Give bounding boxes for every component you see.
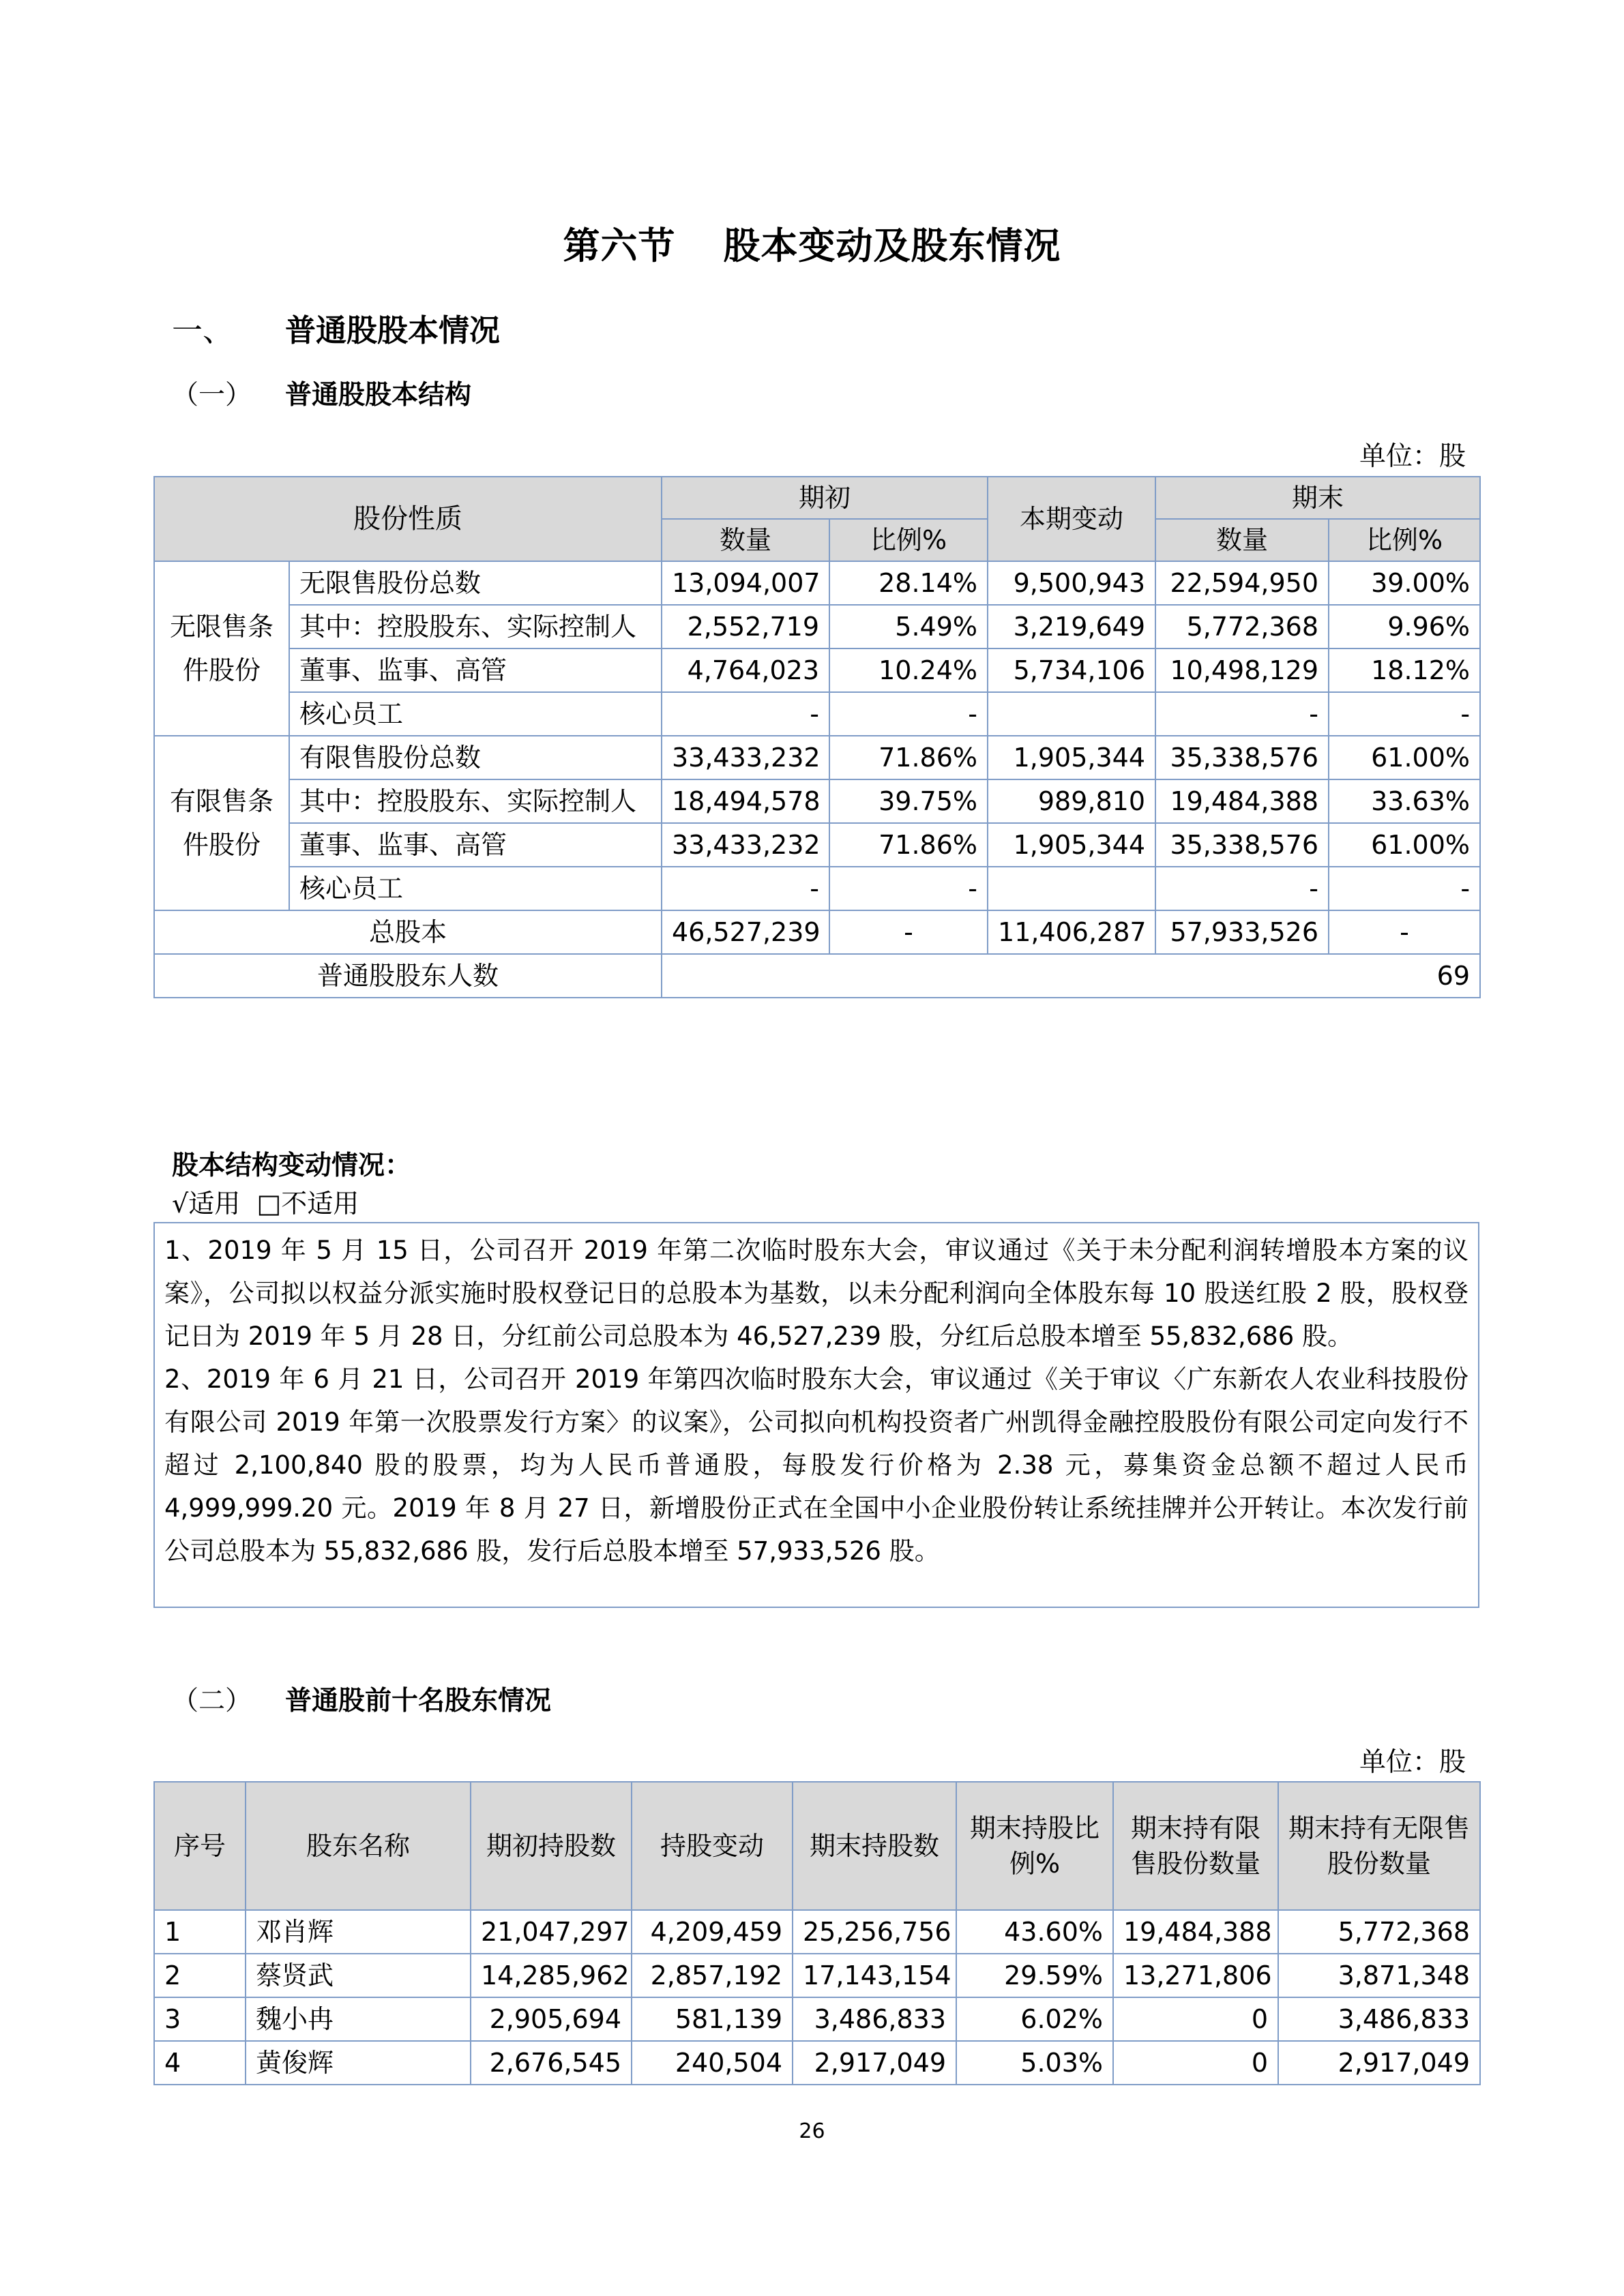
col-header-change: 持股变动 <box>632 1782 793 1910</box>
heading-2b <box>172 1680 551 1718</box>
row-item: 无限售股份总数 <box>289 561 662 605</box>
holder-index: 1 <box>154 1910 246 1954</box>
holder-end: 3,486,833 <box>793 1997 956 2041</box>
end-qty: - <box>1155 692 1329 736</box>
holder-change: 581,139 <box>632 1997 793 2041</box>
heading-2b-text: 普通股前十名股东情况 <box>285 1686 552 1716</box>
begin-ratio: 5.49% <box>829 605 988 648</box>
table-row <box>154 561 1480 605</box>
holder-change: 240,504 <box>632 2041 793 2085</box>
header-end-ratio: 比例% <box>1329 519 1480 561</box>
col-header-index: 序号 <box>154 1782 246 1910</box>
end-ratio: 18.12% <box>1329 648 1480 692</box>
total-label: 总股本 <box>154 910 662 954</box>
col-header-unrestricted: 期末持有无限售股份数量 <box>1278 1782 1480 1910</box>
end-ratio: 9.96% <box>1329 605 1480 648</box>
col-header-restricted: 期末持有限售股份数量 <box>1113 1782 1278 1910</box>
end-qty: 22,594,950 <box>1155 561 1329 605</box>
holder-name: 邓肖辉 <box>246 1910 471 1954</box>
table-row <box>154 867 1480 910</box>
table-row <box>154 692 1480 736</box>
holder-end-ratio: 6.02% <box>956 1997 1113 2041</box>
begin-qty: 4,764,023 <box>662 648 829 692</box>
begin-ratio: 71.86% <box>829 823 988 867</box>
begin-qty: 33,433,232 <box>662 823 829 867</box>
header-end-qty: 数量 <box>1155 519 1329 561</box>
change-note-label: 股本结构变动情况： <box>172 1150 412 1181</box>
change: 9,500,943 <box>988 561 1155 605</box>
section-name: 股本变动及股东情况 <box>723 224 1061 267</box>
holder-name: 蔡贤武 <box>246 1954 471 1997</box>
holder-change: 2,857,192 <box>632 1954 793 1997</box>
holder-unrestricted: 5,772,368 <box>1278 1910 1480 1954</box>
col-header-begin: 期初持股数 <box>471 1782 632 1910</box>
holders-count-row <box>154 954 1480 998</box>
total-row <box>154 910 1480 954</box>
begin-qty: 13,094,007 <box>662 561 829 605</box>
end-qty: - <box>1155 867 1329 910</box>
holders-count-label: 普通股股东人数 <box>154 954 662 998</box>
row-item: 有限售股份总数 <box>289 736 662 779</box>
holder-begin: 2,676,545 <box>471 2041 632 2085</box>
holder-end: 2,917,049 <box>793 2041 956 2085</box>
holder-index: 4 <box>154 2041 246 2085</box>
begin-qty: 2,552,719 <box>662 605 829 648</box>
table-row <box>154 779 1480 823</box>
begin-ratio: 71.86% <box>829 736 988 779</box>
section-title <box>0 217 1624 269</box>
share-structure-table <box>153 476 1481 998</box>
section-number: 第六节 <box>563 224 676 267</box>
row-item: 核心员工 <box>289 867 662 910</box>
total-end-qty: 57,933,526 <box>1155 910 1329 954</box>
end-qty: 19,484,388 <box>1155 779 1329 823</box>
top-shareholders-table <box>153 1781 1481 2085</box>
row-item: 董事、监事、高管 <box>289 823 662 867</box>
end-qty: 35,338,576 <box>1155 823 1329 867</box>
holder-restricted: 0 <box>1113 2041 1278 2085</box>
row-item: 其中：控股股东、实际控制人 <box>289 779 662 823</box>
table-row <box>154 1954 1480 1997</box>
table-row <box>154 1997 1480 2041</box>
end-ratio: - <box>1329 692 1480 736</box>
end-ratio: 33.63% <box>1329 779 1480 823</box>
change-note-box <box>153 1222 1479 1608</box>
col-header-end-ratio: 期末持股比例% <box>956 1782 1113 1910</box>
begin-qty: 33,433,232 <box>662 736 829 779</box>
table-row <box>154 605 1480 648</box>
applicable-option: √适用 <box>172 1189 241 1219</box>
total-begin-ratio: - <box>829 910 988 954</box>
unit-label-1: 单位：股 <box>1359 441 1466 472</box>
header-end: 期末 <box>1155 477 1480 519</box>
table-row <box>154 1910 1480 1954</box>
page-number: 26 <box>799 2119 825 2143</box>
holder-restricted: 13,271,806 <box>1113 1954 1278 1997</box>
heading-1 <box>172 305 500 350</box>
holder-end-ratio: 29.59% <box>956 1954 1113 1997</box>
holder-end-ratio: 5.03% <box>956 2041 1113 2085</box>
holder-end: 25,256,756 <box>793 1910 956 1954</box>
header-nature: 股份性质 <box>154 477 662 561</box>
begin-ratio: - <box>829 692 988 736</box>
change: 3,219,649 <box>988 605 1155 648</box>
heading-2a-text: 普通股股本结构 <box>285 380 472 411</box>
table-row <box>154 648 1480 692</box>
category-restricted: 有限售条件股份 <box>154 736 289 910</box>
row-item: 核心员工 <box>289 692 662 736</box>
end-ratio: 39.00% <box>1329 561 1480 605</box>
begin-qty: 18,494,578 <box>662 779 829 823</box>
holder-index: 2 <box>154 1954 246 1997</box>
begin-ratio: 10.24% <box>829 648 988 692</box>
total-begin-qty: 46,527,239 <box>662 910 829 954</box>
holder-unrestricted: 3,486,833 <box>1278 1997 1480 2041</box>
holder-begin: 2,905,694 <box>471 1997 632 2041</box>
header-row-1 <box>154 477 1480 519</box>
begin-qty: - <box>662 867 829 910</box>
note-paragraph-2: 2、2019 年 6 月 21 日，公司召开 2019 年第四次临时股东大会，审议通过《关于审议〈广东新农人农业科技股份有限公司 2019 年第一次股票发行方案〉的议案》，公司拟向机构投资者广州凯得金融控股股份有限公司定向发行不超过 2,100,840 股的股票，均为人民币普通股，每股发行价格为 2.38 元，募集资金总额不超过人民币 4,999,999.20 元。2019 年 8 月 27 日，新增股份正式在全国中小企业股份转让系统挂牌并公开转让。本次发行前公司总股本为 55,832,686 股，发行后总股本增至 57,933,526 股。 <box>164 1365 1468 1566</box>
holder-unrestricted: 3,871,348 <box>1278 1954 1480 1997</box>
holders-header-row <box>154 1782 1480 1910</box>
change <box>988 692 1155 736</box>
end-qty: 10,498,129 <box>1155 648 1329 692</box>
category-unrestricted: 无限售条件股份 <box>154 561 289 736</box>
end-ratio: 61.00% <box>1329 823 1480 867</box>
heading-2a <box>172 374 471 412</box>
total-change: 11,406,287 <box>988 910 1155 954</box>
end-ratio: 61.00% <box>1329 736 1480 779</box>
begin-ratio: 39.75% <box>829 779 988 823</box>
holder-change: 4,209,459 <box>632 1910 793 1954</box>
begin-ratio: - <box>829 867 988 910</box>
change <box>988 867 1155 910</box>
table-row <box>154 2041 1480 2085</box>
holder-name: 魏小冉 <box>246 1997 471 2041</box>
begin-qty: - <box>662 692 829 736</box>
change: 1,905,344 <box>988 736 1155 779</box>
header-begin: 期初 <box>662 477 988 519</box>
holder-begin: 14,285,962 <box>471 1954 632 1997</box>
holder-name: 黄俊辉 <box>246 2041 471 2085</box>
unit-label-2: 单位：股 <box>1359 1747 1466 1778</box>
holder-index: 3 <box>154 1997 246 2041</box>
heading-1-text: 普通股股本情况 <box>285 312 501 348</box>
holder-end: 17,143,154 <box>793 1954 956 1997</box>
row-item: 其中：控股股东、实际控制人 <box>289 605 662 648</box>
applicability <box>172 1182 359 1220</box>
end-qty: 5,772,368 <box>1155 605 1329 648</box>
heading-2a-number: （一） <box>172 380 252 411</box>
holder-begin: 21,047,297 <box>471 1910 632 1954</box>
header-begin-qty: 数量 <box>662 519 829 561</box>
heading-2b-number: （二） <box>172 1686 252 1716</box>
col-header-name: 股东名称 <box>246 1782 471 1910</box>
change: 5,734,106 <box>988 648 1155 692</box>
total-end-ratio: - <box>1329 910 1480 954</box>
holder-restricted: 19,484,388 <box>1113 1910 1278 1954</box>
holder-end-ratio: 43.60% <box>956 1910 1113 1954</box>
table-row <box>154 823 1480 867</box>
holder-restricted: 0 <box>1113 1997 1278 2041</box>
change: 989,810 <box>988 779 1155 823</box>
header-begin-ratio: 比例% <box>829 519 988 561</box>
holders-count-value: 69 <box>662 954 1480 998</box>
end-ratio: - <box>1329 867 1480 910</box>
begin-ratio: 28.14% <box>829 561 988 605</box>
not-applicable-option: □不适用 <box>256 1189 359 1219</box>
heading-1-number: 一、 <box>172 312 234 348</box>
holder-unrestricted: 2,917,049 <box>1278 2041 1480 2085</box>
change: 1,905,344 <box>988 823 1155 867</box>
table-row <box>154 736 1480 779</box>
header-change: 本期变动 <box>988 477 1155 561</box>
note-paragraph-1: 1、2019 年 5 月 15 日，公司召开 2019 年第二次临时股东大会，审议通过《关于未分配利润转增股本方案的议案》，公司拟以权益分派实施时股权登记日的总股本为基数，以未分配利润向全体股东每 10 股送红股 2 股，股权登记日为 2019 年 5 月 28 日，分红前公司总股本为 46,527,239 股，分红后总股本增至 55,832,686 股。 <box>164 1236 1468 1351</box>
row-item: 董事、监事、高管 <box>289 648 662 692</box>
col-header-end: 期末持股数 <box>793 1782 956 1910</box>
end-qty: 35,338,576 <box>1155 736 1329 779</box>
